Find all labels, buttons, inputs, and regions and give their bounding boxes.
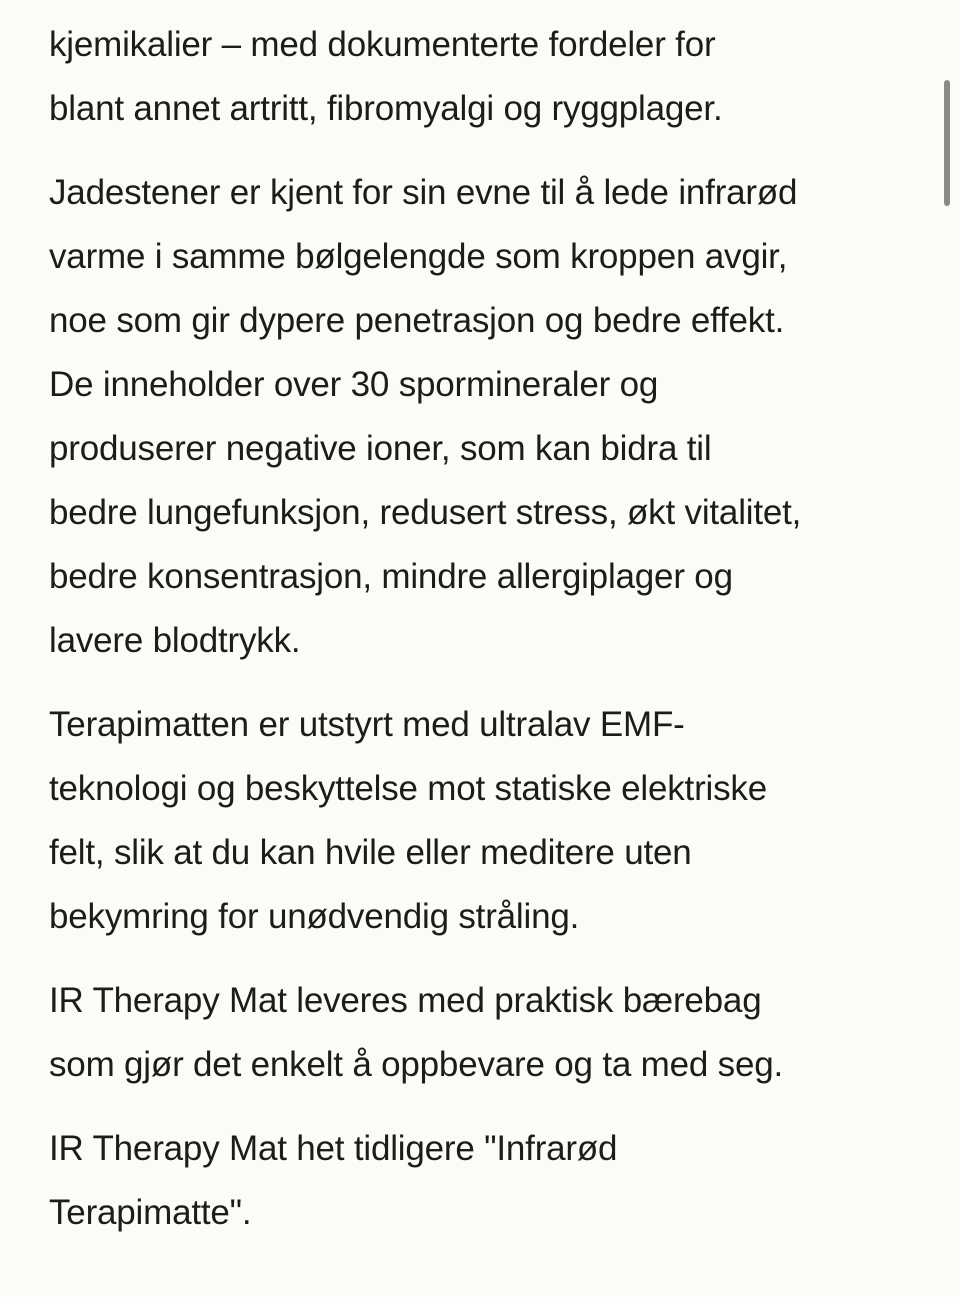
text-line: Terapimatten er utstyrt med ultralav EMF- [49,705,685,744]
text-line: teknologi og beskyttelse mot statiske elektriske [49,769,767,808]
text-line: felt, slik at du kan hvile eller meditere uten [49,833,692,872]
description-paragraph [49,13,929,141]
text-line: IR Therapy Mat het tidligere "Infrarød [49,1129,618,1168]
text-line: varme i samme bølgelengde som kroppen avgir, [49,237,788,276]
text-line: bedre konsentrasjon, mindre allergiplager og [49,557,733,596]
text-line: blant annet artritt, fibromyalgi og ryggplager. [49,89,723,128]
text-line: Jadestener er kjent for sin evne til å lede infrarød [49,173,798,212]
text-line: produserer negative ioner, som kan bidra til [49,429,712,468]
text-line: noe som gir dypere penetrasjon og bedre effekt. [49,301,785,340]
description-paragraph [49,161,929,673]
description-paragraph [49,693,929,949]
text-line: bekymring for unødvendig stråling. [49,897,580,936]
text-line: IR Therapy Mat leveres med praktisk bærebag [49,981,762,1020]
product-description [49,13,929,1265]
text-line: lavere blodtrykk. [49,621,301,660]
text-line: som gjør det enkelt å oppbevare og ta med seg. [49,1045,784,1084]
description-paragraph [49,969,929,1097]
description-paragraph [49,1117,929,1245]
text-line: Terapimatte". [49,1193,252,1232]
text-line: bedre lungefunksjon, redusert stress, økt vitalitet, [49,493,802,532]
text-line: kjemikalier – med dokumenterte fordeler for [49,25,716,64]
text-line: De inneholder over 30 spormineraler og [49,365,659,404]
scrollbar[interactable] [944,80,950,206]
